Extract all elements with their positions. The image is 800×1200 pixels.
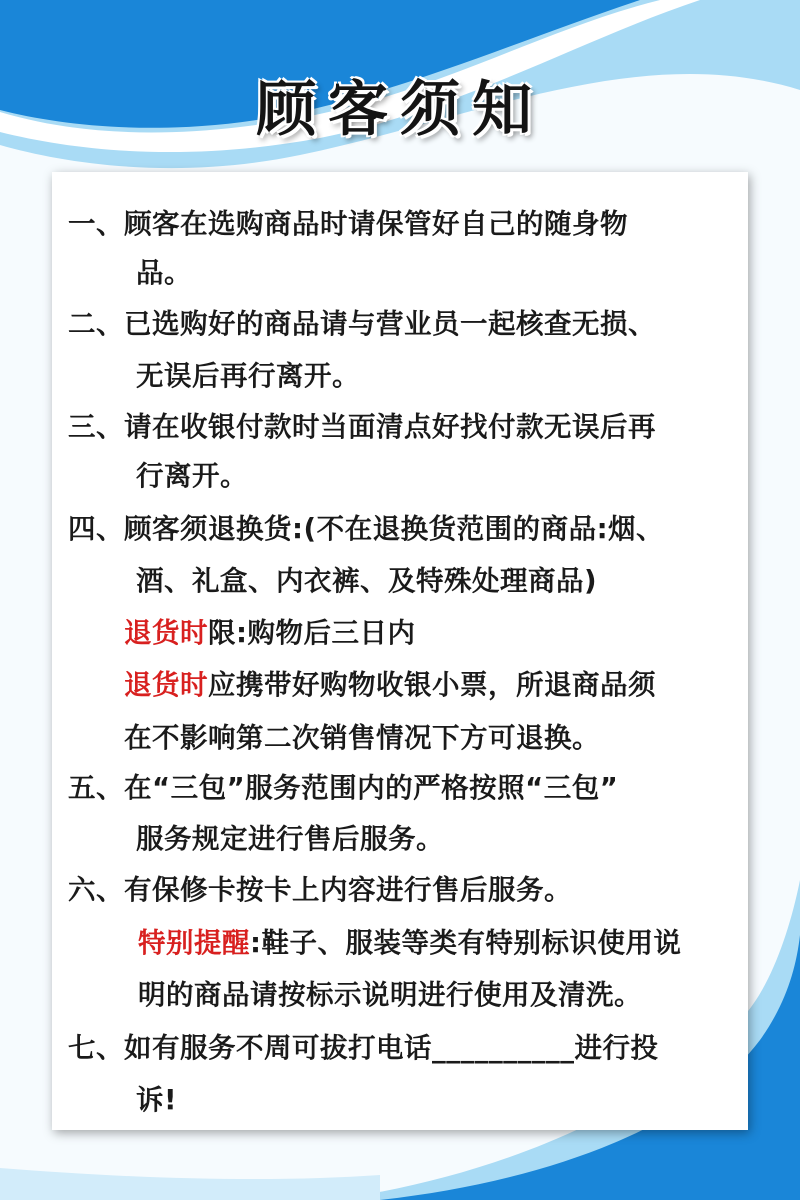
item-7-number: 七、: [68, 1032, 124, 1064]
item-6-number: 六、: [68, 874, 124, 906]
item-1-number: 一、: [68, 208, 124, 240]
item-1-line-1: 一、顾客在选购商品时请保管好自己的随身物: [68, 208, 628, 240]
page-title: 顾客须知: [256, 75, 544, 145]
special-note-line-1: 特别提醒:鞋子、服装等类有特别标识使用说: [138, 927, 682, 959]
special-note-line-2: 明的商品请按标示说明进行使用及清洗。: [138, 979, 642, 1011]
item-2-line-1: 二、已选购好的商品请与营业员一起核查无损、: [68, 308, 656, 340]
item-5-line-1: 五、在“三包”服务范围内的严格按照“三包”: [68, 772, 619, 804]
item-4-line-1: 四、顾客须退换货:(不在退换货范围的商品:烟、: [68, 513, 665, 545]
item-5-number: 五、: [68, 772, 124, 804]
item-2-line-2: 无误后再行离开。: [136, 360, 360, 392]
item-6-line-1: 六、有保修卡按卡上内容进行售后服务。: [68, 874, 572, 906]
return-limit-line: 退货时限:购物后三日内: [124, 617, 416, 649]
return-limit-highlight: 退货时: [124, 617, 208, 649]
return-receipt-line-2: 在不影响第二次销售情况下方可退换。: [124, 722, 600, 754]
item-5-line-2: 服务规定进行售后服务。: [136, 823, 444, 855]
return-receipt-highlight: 退货时: [124, 669, 208, 701]
item-7-line-2: 诉!: [136, 1084, 178, 1116]
item-4-line-2: 酒、礼盒、内衣裤、及特殊处理商品): [136, 565, 598, 597]
item-2-number: 二、: [68, 308, 124, 340]
item-1-line-2: 品。: [136, 257, 192, 289]
special-note-highlight: 特别提醒: [138, 927, 250, 959]
item-3-line-2: 行离开。: [136, 460, 248, 492]
item-3-line-1: 三、请在收银付款时当面清点好找付款无误后再: [68, 411, 656, 443]
return-receipt-line-1: 退货时应携带好购物收银小票，所退商品须: [124, 669, 656, 701]
item-7-line-1: 七、如有服务不周可拔打电话__________进行投: [68, 1032, 659, 1064]
item-4-number: 四、: [68, 513, 124, 545]
item-3-number: 三、: [68, 411, 124, 443]
